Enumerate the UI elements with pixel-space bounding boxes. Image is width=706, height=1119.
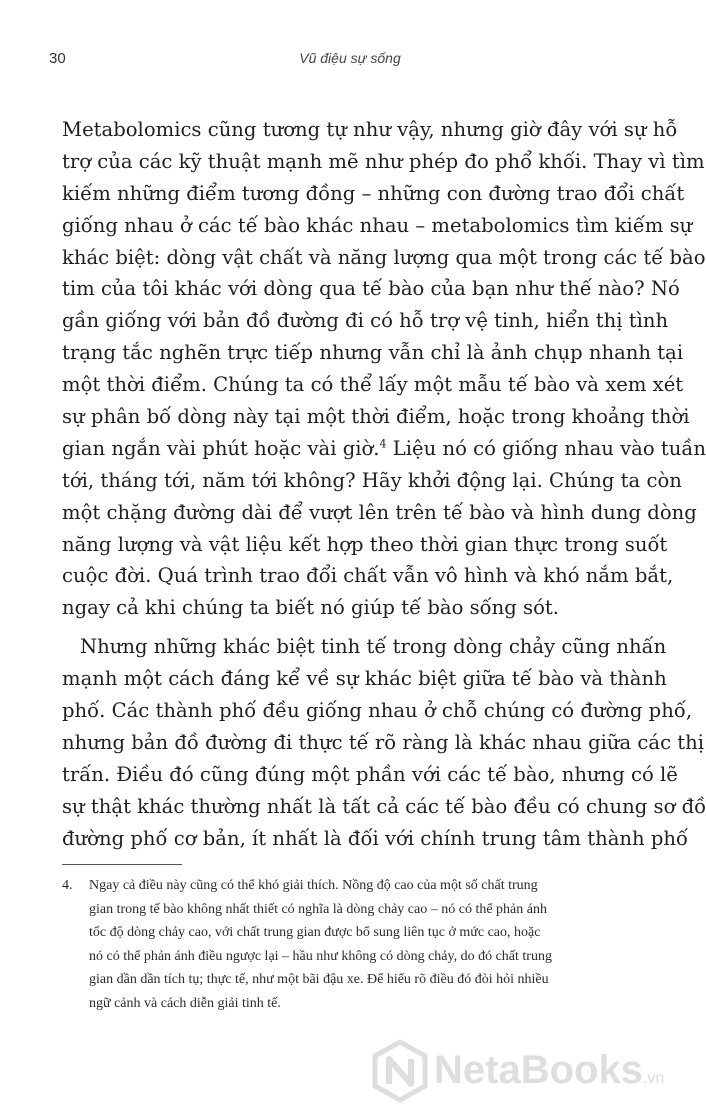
watermark: [372, 1040, 692, 1110]
netabooks-logo-icon: [372, 1040, 428, 1102]
body-text: [62, 114, 706, 854]
text-line: cuộc đời. Quá trình trao đổi chất vẫn vô hình và khó nắm bắt,: [62, 564, 674, 588]
text-line: đường phố cơ bản, ít nhất là đối với chính trung tâm thành phố: [62, 826, 689, 850]
text-line: một chặng đường dài để vượt lên trên tế bào và hình dung dòng: [62, 500, 697, 524]
page-number: 30: [49, 50, 66, 67]
text-line: ngay cả khi chúng ta biết nó giúp tế bào sống sót.: [62, 596, 560, 620]
text-line: giống nhau ở các tế bào khác nhau – metabolomics tìm kiếm sự: [62, 213, 693, 237]
footnote-line: nó có thể phản ánh điều ngược lại – hầu như không có dòng chảy, do đó chất trung: [89, 948, 552, 964]
watermark-brand-text: NetaBooks: [434, 1048, 643, 1092]
text-segment: gian ngắn vài phút hoặc vài giờ.: [62, 436, 380, 460]
footnote-number: 4.: [62, 878, 73, 893]
footnote-divider: [62, 864, 182, 865]
text-line: Nhưng những khác biệt tinh tế trong dòng chảy cũng nhấn: [80, 635, 667, 659]
footnote-line: Ngay cả điều này cũng có thể khó giải thích. Nồng độ cao của một số chất trung: [89, 878, 538, 893]
footnote-line: gian dần dần tích tụ; thực tế, như một bãi đậu xe. Để hiểu rõ điều đó đòi hỏi nhiều: [89, 972, 549, 988]
watermark-brand: [434, 1048, 664, 1093]
page-header: [0, 44, 700, 74]
text-line: kiếm những điểm tương đồng – những con đường trao đổi chất: [62, 181, 685, 205]
text-line-with-footnote-ref: [62, 433, 706, 465]
paragraph-2: [62, 631, 706, 854]
footnote-line: ngữ cảnh và cách diễn giải tinh tế.: [89, 995, 281, 1011]
text-line: mạnh một cách đáng kể về sự khác biệt giữa tế bào và thành: [62, 667, 667, 691]
text-line: gần giống với bản đồ đường đi có hỗ trợ vệ tinh, hiển thị tình: [62, 309, 669, 333]
text-line: trạng tắc nghẽn trực tiếp nhưng vẫn chỉ là ảnh chụp nhanh tại: [62, 341, 684, 365]
text-line: phố. Các thành phố đều giống nhau ở chỗ chúng có đường phố,: [62, 699, 693, 723]
text-line: tim của tôi khác với dòng qua tế bào của bạn như thế nào? Nó: [62, 277, 680, 301]
text-line: sự thật khác thường nhất là tất cả các tế bào đều có chung sơ đồ: [62, 794, 706, 818]
text-segment: Liệu nó có giống nhau vào tuần: [386, 436, 706, 460]
text-line: sự phân bố dòng này tại một thời điểm, hoặc trong khoảng thời: [62, 405, 690, 429]
text-line: một thời điểm. Chúng ta có thể lấy một mẫu tế bào và xem xét: [62, 373, 684, 397]
footnote-line: tốc độ dòng chảy cao, với chất trung gian được bổ sung liên tục ở mức cao, hoặc: [89, 925, 541, 941]
text-line: Metabolomics cũng tương tự như vậy, nhưng giờ đây với sự hỗ: [62, 118, 678, 141]
watermark-suffix: .vn: [642, 1070, 665, 1087]
text-line: năng lượng và vật liệu kết hợp theo thời gian thực trong suốt: [62, 532, 668, 556]
text-line: nhưng bản đồ đường đi thực tế rõ ràng là khác nhau giữa các thị: [62, 730, 705, 754]
running-title: Vũ điệu sự sống: [299, 50, 401, 66]
text-line: trợ của các kỹ thuật mạnh mẽ như phép đo phổ khối. Thay vì tìm: [62, 149, 705, 173]
text-line: trấn. Điều đó cũng đúng một phần với các tế bào, nhưng có lẽ: [62, 762, 678, 786]
footnote-text: [89, 874, 672, 1016]
paragraph-1: [62, 114, 706, 624]
text-line: khác biệt: dòng vật chất và năng lượng qua một trong các tế bào: [62, 245, 706, 269]
text-line: tới, tháng tới, năm tới không? Hãy khởi động lại. Chúng ta còn: [62, 468, 682, 492]
footnote-line: gian trong tế bào không nhất thiết có nghĩa là dòng chảy cao – nó có thể phản ánh: [89, 901, 547, 917]
footnote-ref[interactable]: 4: [379, 437, 387, 451]
